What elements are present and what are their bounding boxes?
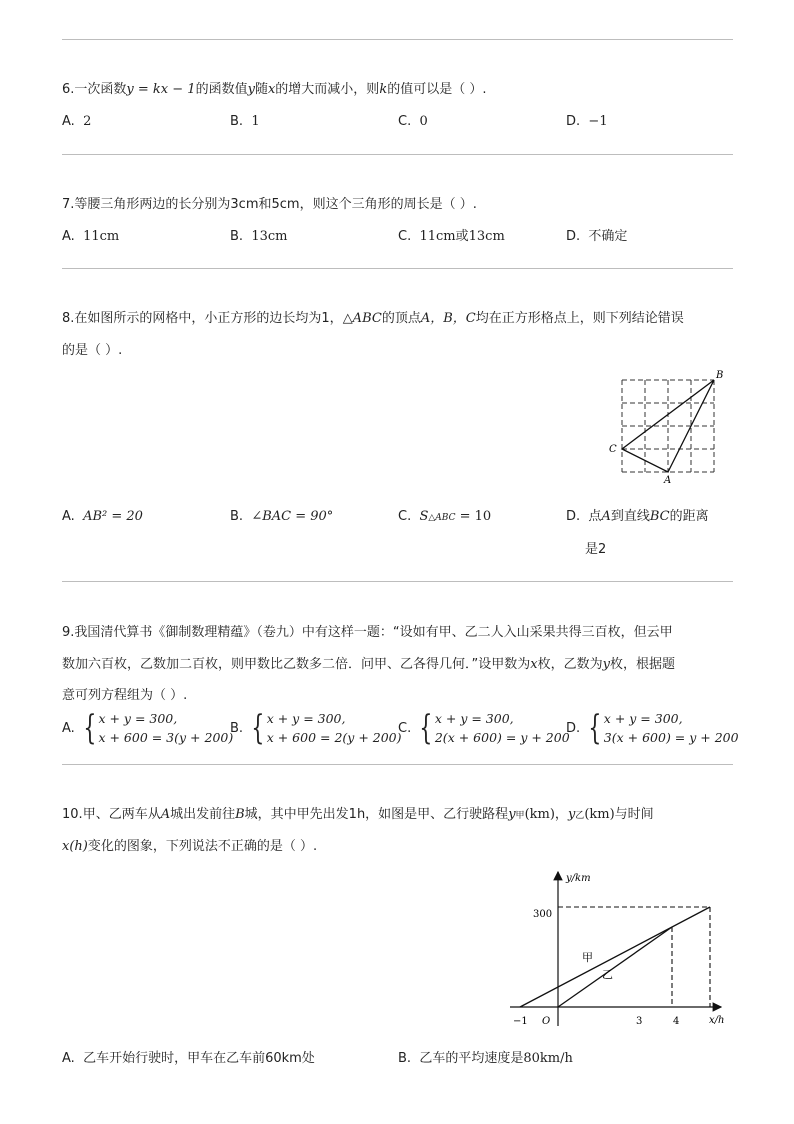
series-label-jia: 甲	[582, 951, 593, 964]
divider	[62, 39, 733, 40]
option-9d[interactable]: D. { x + y = 300, 3(x + 600) = y + 200	[566, 708, 739, 748]
option-10b[interactable]: B. 乙车的平均速度是80km/h	[398, 1051, 573, 1066]
brace-icon: {	[588, 708, 602, 748]
option-8d[interactable]: D. 点A到直线BC的距离	[566, 509, 709, 524]
divider	[62, 581, 733, 582]
option-8b[interactable]: B. ∠BAC = 90°	[230, 509, 334, 524]
brace-icon: {	[251, 708, 265, 748]
brace-icon: {	[419, 708, 433, 748]
x-axis-label: x/h	[709, 1015, 725, 1026]
grid-triangle-figure	[606, 368, 730, 486]
y-axis-label: y/km	[566, 873, 591, 884]
divider	[62, 764, 733, 765]
triangle-abc	[622, 380, 714, 472]
option-7b[interactable]: B. 13cm	[230, 229, 288, 244]
question-6-stem: 6.一次函数y = kx − 1的函数值y随x的增大而减小，则k的值可以是（ ）.	[62, 82, 487, 97]
distance-time-graph	[505, 866, 735, 1030]
option-9a[interactable]: A. { x + y = 300, x + 600 = 3(y + 200)	[62, 708, 234, 748]
origin-label: O	[542, 1016, 551, 1027]
y-tick-300: 300	[533, 909, 553, 920]
question-8-stem-line2: 的是（ ）.	[62, 343, 123, 358]
question-10-stem: 10.甲、乙两车从A城出发前往B城，其中甲先出发1h，如图是甲、乙行驶路程y甲(km)，y乙(km)与时间	[62, 807, 654, 822]
vertex-label-c: C	[609, 444, 617, 455]
x-tick-4: 4	[673, 1016, 680, 1027]
vertex-label-b: B	[716, 370, 724, 381]
option-9b[interactable]: B. { x + y = 300, x + 600 = 2(y + 200)	[230, 708, 402, 748]
option-8c[interactable]: C. S△ABC = 10	[398, 509, 492, 524]
series-line-0	[520, 907, 710, 1007]
option-7c[interactable]: C. 11cm或13cm	[398, 229, 505, 244]
question-7-stem: 7.等腰三角形两边的长分别为3cm和5cm，则这个三角形的周长是（ ）.	[62, 197, 477, 212]
option-6b[interactable]: B. 1	[230, 114, 260, 129]
series-label-yi: 乙	[602, 968, 613, 981]
divider	[62, 268, 733, 269]
question-8-stem: 8.在如图所示的网格中，小正方形的边长均为1，△ABC的顶点A，B，C均在正方形格点上，则下列结论错误	[62, 311, 684, 326]
option-9c[interactable]: C. { x + y = 300, 2(x + 600) = y + 200	[398, 708, 570, 748]
question-9-stem-line3: 意可列方程组为（ ）.	[62, 688, 188, 703]
question-9-stem-line2: 数加六百枚，乙数加二百枚，则甲数比乙数多二倍．问甲、乙各得几何．”设甲数为x枚，乙数为y枚，根据题	[62, 657, 675, 672]
option-6d[interactable]: D. −1	[566, 114, 608, 129]
option-6a[interactable]: A. 2	[62, 114, 92, 129]
x-tick-neg1: −1	[513, 1016, 528, 1027]
divider	[62, 154, 733, 155]
option-7a[interactable]: A. 11cm	[62, 229, 120, 244]
option-7d[interactable]: D. 不确定	[566, 229, 628, 244]
question-9-stem-line1: 9.我国清代算书《御制数理精蕴》（卷九）中有这样一题：“设如有甲、乙二人入山采果共得三百枚，但云甲	[62, 625, 673, 640]
option-8a[interactable]: A. AB² = 20	[62, 509, 143, 524]
vertex-label-a: A	[664, 475, 672, 486]
option-8d-line2: 是2	[585, 542, 607, 557]
question-10-stem-line2: x(h)变化的图象，下列说法不正确的是（ ）.	[62, 839, 318, 854]
brace-icon: {	[83, 708, 97, 748]
x-tick-3: 3	[636, 1016, 643, 1027]
series-line-1	[558, 927, 672, 1007]
option-6c[interactable]: C. 0	[398, 114, 428, 129]
option-10a[interactable]: A. 乙车开始行驶时，甲车在乙车前60km处	[62, 1051, 315, 1066]
